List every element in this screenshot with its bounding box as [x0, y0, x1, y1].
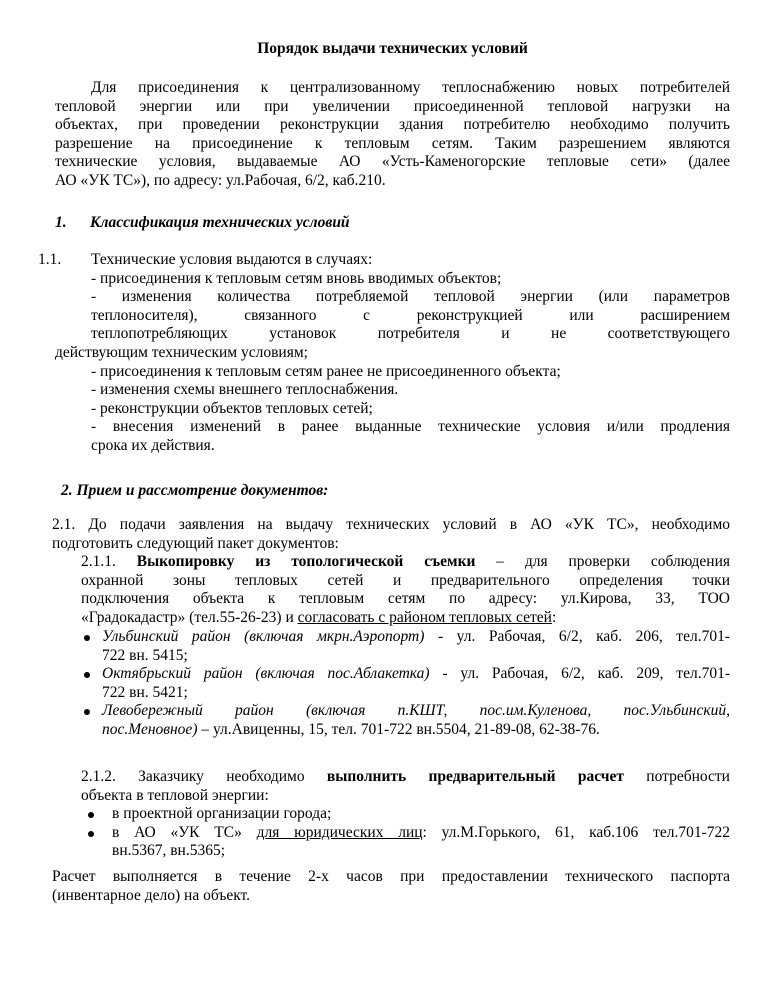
- item-number: 2.1.1.: [81, 553, 116, 570]
- list-item: - присоединения к тепловым сетям ранее не присоединенного объекта;: [91, 362, 561, 380]
- text-fragment: 2.1.2. Заказчику необходимо: [81, 768, 327, 785]
- section-number: 2.: [61, 482, 73, 499]
- text-line: [112, 824, 730, 843]
- text-fragment: – для проверки соблюдения: [496, 553, 730, 570]
- district-name: Левобережный район (включая п.КШТ, пос.им.Куленова, пос.Ульбинский,: [102, 702, 730, 720]
- text-line: вн.5367, вн.5365;: [112, 842, 226, 860]
- page-title: Порядок выдачи технических условий: [257, 40, 528, 57]
- text-line: (инвентарное дело) на объект.: [52, 886, 251, 904]
- text-line: Для присоединения к централизованному теплоснабжению новых потребителей: [91, 79, 730, 96]
- text-line: действующим техническим условиям;: [55, 343, 308, 361]
- bullet-icon: [84, 672, 90, 678]
- text-line: АО «УК ТС»), по адресу: ул.Рабочая, 6/2, каб.210.: [55, 171, 386, 189]
- closing-paragraph: [52, 868, 730, 905]
- text-line: [81, 553, 730, 572]
- district-list: [81, 628, 730, 740]
- district-address: – ул.Авиценны, 15, тел. 701-722 вн.5504, 21-89-08, 62-38-76.: [197, 720, 600, 738]
- bullet-icon: [88, 812, 94, 818]
- bullet-icon: [88, 831, 94, 837]
- text-line: в проектной организации города;: [112, 805, 332, 823]
- text-line: [81, 609, 730, 628]
- text-line: срока их действия.: [91, 436, 215, 454]
- text-line: теплопотребляющих установок потребителя и не соответствующего: [91, 325, 730, 343]
- text-fragment: «Градокадастр» (тел.55-26-23) и: [81, 608, 298, 626]
- text-fragment: в АО «УК ТС»: [112, 823, 257, 841]
- district-name: Ульбинский район (включая мкрн.Аэропорт): [102, 628, 425, 645]
- text-line: подготовить следующий пакет документов:: [52, 534, 339, 552]
- list-item: - внесения изменений в ранее выданные технические условия и/или продления: [91, 418, 730, 436]
- text-line: [102, 665, 730, 684]
- list-item: - присоединения к тепловым сетям вновь вводимых объектов;: [91, 269, 502, 287]
- emphasis: Выкопировку из топологической съемки: [136, 553, 476, 570]
- text-fragment: потребности: [624, 768, 730, 785]
- bullet-icon: [84, 635, 90, 641]
- section-title: Классификация технических условий: [90, 214, 350, 231]
- text-line: 722 вн. 5421;: [102, 683, 188, 701]
- district-address: - ул. Рабочая, 6/2, каб. 206, тел.701-: [424, 628, 730, 645]
- list-item: [81, 665, 730, 702]
- underlined-text: для юридических лиц: [256, 823, 423, 841]
- text-line: объектах, при проведении реконструкции здания потребителю необходимо получить: [55, 116, 730, 134]
- bullet-icon: [84, 709, 90, 715]
- list-item: [81, 628, 730, 665]
- text-line: [102, 628, 730, 647]
- paragraph-2-1-2: [81, 768, 730, 861]
- text-line: Технические условия выдаются в случаях:: [91, 251, 373, 268]
- district-name: Октябрьский район (включая пос.Аблакетка): [102, 665, 430, 683]
- text-line: [81, 768, 730, 787]
- text-line: [102, 721, 730, 740]
- intro-paragraph: [55, 79, 730, 191]
- list-item: - изменения схемы внешнего теплоснабжения.: [91, 381, 399, 399]
- text-line: технические условия, выдаваемые АО «Усть-Каменогорские тепловые сети» (далее: [55, 153, 730, 171]
- section-title: Прием и рассмотрение документов:: [76, 482, 329, 499]
- text-line: тепловой энергии или при увеличении присоединенной тепловой нагрузки на: [55, 97, 730, 115]
- section-1-heading: [55, 214, 730, 233]
- text-line: разрешение на присоединение к тепловым сетям. Таким разрешением являются: [55, 134, 730, 152]
- list-item: - реконструкции объектов тепловых сетей;: [91, 399, 373, 417]
- paragraph-2-1: [52, 516, 730, 553]
- list-item: [81, 805, 730, 824]
- list-item: [81, 702, 730, 739]
- text-line: 722 вн. 5415;: [102, 646, 188, 664]
- item-number: 1.1.: [38, 251, 62, 268]
- text-line: объекта в тепловой энергии:: [81, 786, 269, 804]
- district-address: - ул. Рабочая, 6/2, каб. 209, тел.701-: [429, 665, 730, 683]
- text-line: Расчет выполняется в течение 2-х часов при предоставлении технического паспорта: [52, 868, 730, 885]
- list-item: [81, 824, 730, 861]
- paragraph-2-1-1: [81, 553, 730, 627]
- section-1-list: [55, 251, 730, 456]
- section-2-heading: [61, 482, 736, 501]
- emphasis: выполнить предварительный расчет: [326, 768, 625, 785]
- section-number: 1.: [55, 214, 67, 231]
- underlined-text: согласовать с районом тепловых сетей: [297, 608, 552, 626]
- text-line: охранной зоны тепловых сетей и предварительного определения точки: [81, 571, 730, 589]
- text-line: теплоносителя), связанного с реконструкцией или расширением: [91, 306, 730, 324]
- text-fragment: :: [551, 608, 557, 626]
- text-line: 2.1. До подачи заявления на выдачу технических условий в АО «УК ТС», необходимо: [52, 516, 730, 533]
- list-item: - изменения количества потребляемой тепловой энергии (или параметров: [91, 288, 730, 306]
- text-line: подключения объекта к тепловым сетям по адресу: ул.Кирова, 33, ТОО: [81, 590, 730, 608]
- district-name: пос.Меновное): [102, 720, 198, 738]
- text-fragment: : ул.М.Горького, 61, каб.106 тел.701-722: [422, 823, 730, 841]
